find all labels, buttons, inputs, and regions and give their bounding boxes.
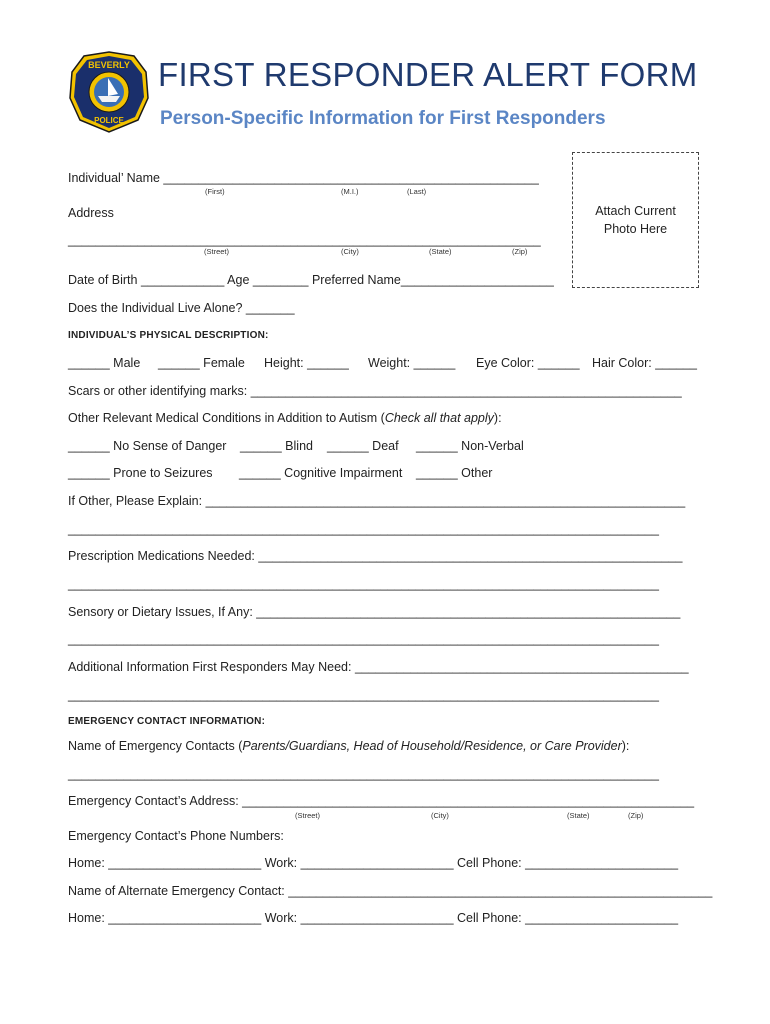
- emergency-contacts-italic: Parents/Guardians, Head of Household/Residence, or Care Provider: [242, 739, 622, 753]
- sensory-dietary-continued[interactable]: _____________________________________________________________________________________: [68, 632, 659, 646]
- emergency-address-zip-caption: (Zip): [628, 811, 644, 820]
- emergency-address-state-caption: (State): [567, 811, 590, 820]
- individual-name-field[interactable]: Individual’ Name ______________________________________________________: [68, 171, 539, 185]
- medical-conditions-label: [68, 411, 502, 425]
- male-checkbox-field[interactable]: ______ Male: [68, 356, 141, 370]
- emergency-address-city-caption: (City): [431, 811, 449, 820]
- badge-bottom-text: POLICE: [94, 116, 124, 125]
- medical-conditions-suffix: ):: [493, 411, 502, 425]
- medical-conditions-italic: Check all that apply: [384, 411, 494, 425]
- additional-information-continued[interactable]: _____________________________________________________________________________________: [68, 688, 659, 702]
- emergency-contacts-field[interactable]: _____________________________________________________________________________________: [68, 767, 659, 781]
- deaf-field[interactable]: ______ Deaf: [327, 439, 399, 453]
- form-title: FIRST RESPONDER ALERT FORM: [158, 56, 698, 93]
- photo-box-line2: Photo Here: [603, 222, 668, 236]
- sensory-dietary-field[interactable]: Sensory or Dietary Issues, If Any: _____________________________________________________________: [68, 605, 681, 619]
- alternate-contact-phones-field[interactable]: Home: ______________________ Work: ______________________ Cell Phone: ______________________: [68, 911, 679, 925]
- prone-to-seizures-field[interactable]: ______ Prone to Seizures: [68, 466, 213, 480]
- emergency-contacts-prefix: Name of Emergency Contacts (: [68, 739, 243, 753]
- dob-age-preferred-name-field[interactable]: Date of Birth ____________ Age ________ Preferred Name______________________: [68, 273, 554, 287]
- additional-information-field[interactable]: Additional Information First Responders May Need: ________________________________________________: [68, 660, 689, 674]
- female-checkbox-field[interactable]: ______ Female: [158, 356, 245, 370]
- name-mi-caption: (M.I.): [341, 187, 359, 196]
- emergency-address-street-caption: (Street): [295, 811, 321, 820]
- physical-description-heading: INDIVIDUAL’S PHYSICAL DESCRIPTION:: [68, 330, 269, 341]
- emergency-contacts-suffix: ):: [621, 739, 630, 753]
- blind-field[interactable]: ______ Blind: [240, 439, 313, 453]
- live-alone-field[interactable]: Does the Individual Live Alone? _______: [68, 301, 295, 315]
- address-street-caption: (Street): [204, 247, 230, 256]
- cognitive-impairment-field[interactable]: ______ Cognitive Impairment: [239, 466, 403, 480]
- address-zip-caption: (Zip): [512, 247, 528, 256]
- scars-marks-field[interactable]: Scars or other identifying marks: ______________________________________________________________: [68, 384, 682, 398]
- address-state-caption: (State): [429, 247, 452, 256]
- name-last-caption: (Last): [407, 187, 427, 196]
- badge-top-text: BEVERLY: [88, 60, 130, 70]
- emergency-phone-numbers-label: Emergency Contact’s Phone Numbers:: [68, 829, 284, 843]
- no-sense-of-danger-field[interactable]: ______ No Sense of Danger: [68, 439, 227, 453]
- medical-conditions-prefix: Other Relevant Medical Conditions in Addition to Autism (: [68, 411, 385, 425]
- eye-color-field[interactable]: Eye Color: ______: [476, 356, 580, 370]
- emergency-contacts-label: [68, 739, 629, 753]
- address-city-caption: (City): [341, 247, 359, 256]
- non-verbal-field[interactable]: ______ Non-Verbal: [416, 439, 524, 453]
- emergency-phone-numbers-field[interactable]: Home: ______________________ Work: ______________________ Cell Phone: ______________________: [68, 856, 679, 870]
- address-label: Address: [68, 206, 114, 220]
- if-other-explain-continued[interactable]: _____________________________________________________________________________________: [68, 522, 659, 536]
- prescription-medications-continued[interactable]: _____________________________________________________________________________________: [68, 577, 659, 591]
- other-condition-field[interactable]: ______ Other: [416, 466, 493, 480]
- photo-attach-box: [572, 152, 699, 288]
- if-other-explain-field[interactable]: If Other, Please Explain: _____________________________________________________________________: [68, 494, 686, 508]
- emergency-address-field[interactable]: Emergency Contact’s Address: _________________________________________________________________: [68, 794, 695, 808]
- height-field[interactable]: Height: ______: [264, 356, 349, 370]
- weight-field[interactable]: Weight: ______: [368, 356, 456, 370]
- alternate-contact-name-field[interactable]: Name of Alternate Emergency Contact: _____________________________________________________________: [68, 884, 713, 898]
- hair-color-field[interactable]: Hair Color: ______: [592, 356, 697, 370]
- emergency-contact-heading: EMERGENCY CONTACT INFORMATION:: [68, 716, 266, 727]
- form-subtitle: Person-Specific Information for First Responders: [160, 108, 606, 129]
- address-field[interactable]: ____________________________________________________________________: [68, 233, 541, 247]
- beverly-police-badge-logo: [68, 50, 150, 134]
- photo-box-line1: Attach Current: [595, 204, 676, 218]
- prescription-medications-field[interactable]: Prescription Medications Needed: _____________________________________________________________: [68, 549, 683, 563]
- name-first-caption: (First): [205, 187, 225, 196]
